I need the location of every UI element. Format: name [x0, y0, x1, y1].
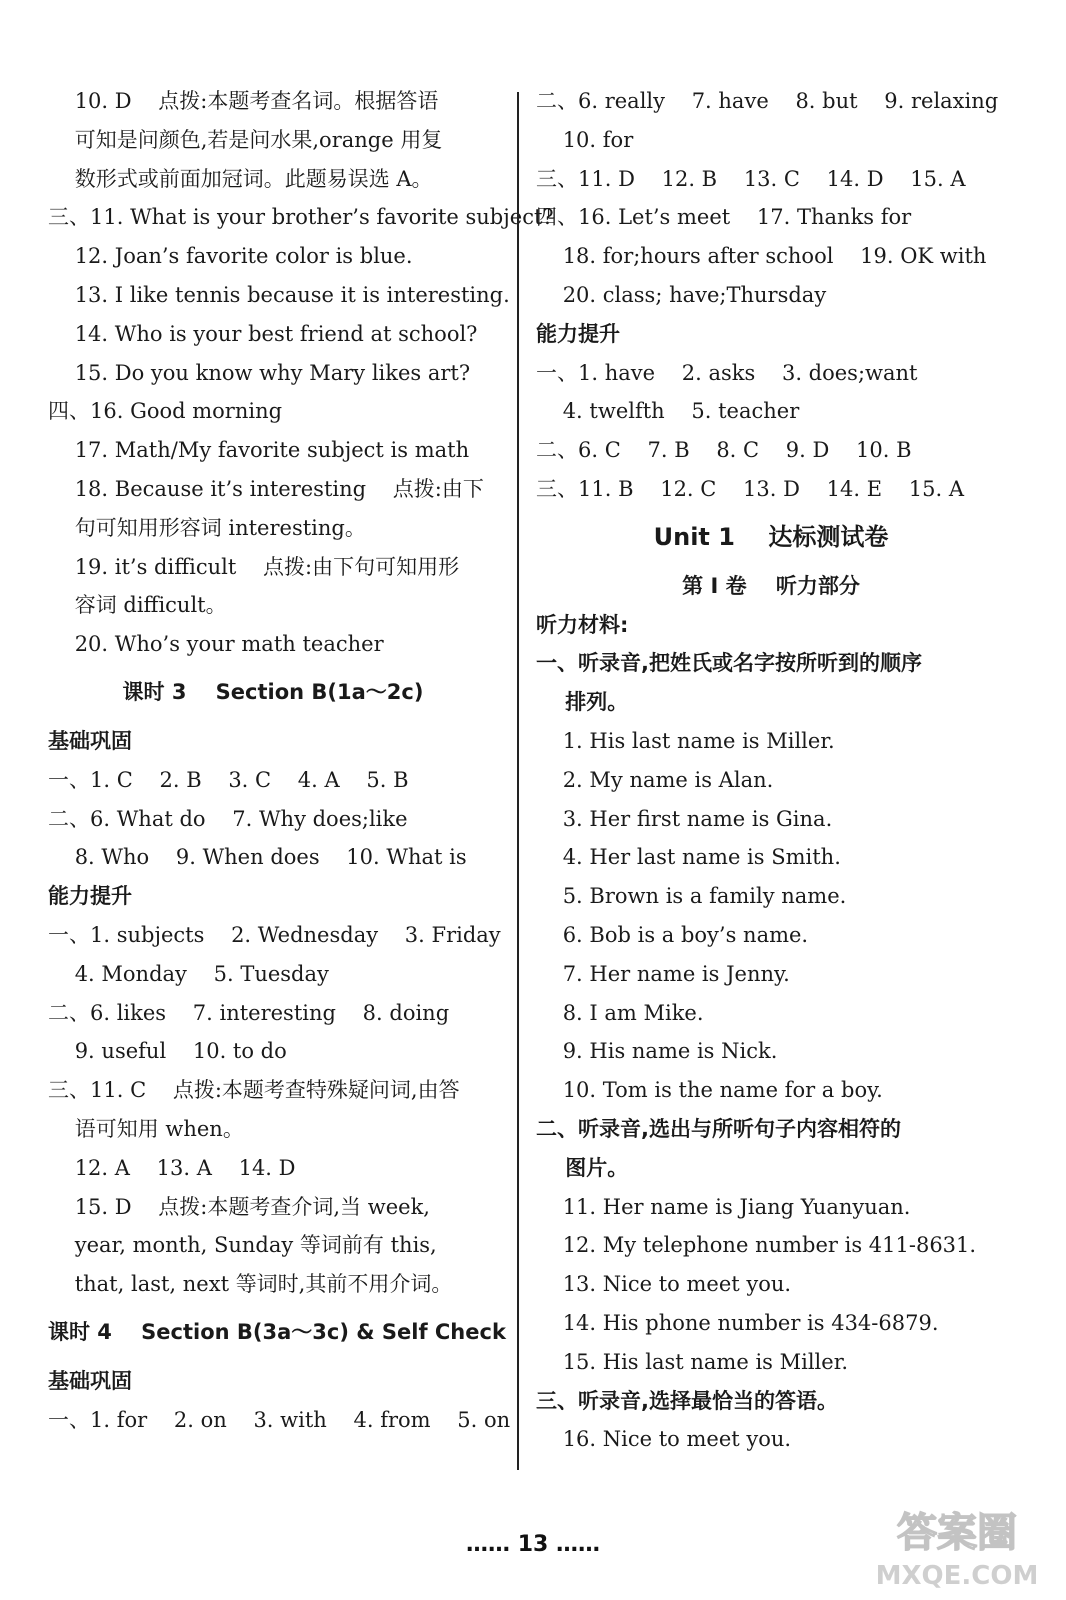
left-text-line: 10. D 点拨:本题考查名词。根据答语	[48, 89, 439, 113]
right-text-line: 三、11. D 12. B 13. C 14. D 15. A	[536, 166, 966, 191]
left-text-line: 一、1. for 2. on 3. with 4. from 5. on	[48, 1407, 511, 1432]
right-text-line: 10. Tom is the name for a boy.	[536, 1078, 883, 1103]
right-section-title: Unit 1 达标测试卷	[653, 522, 889, 551]
left-heading: 能力提升	[48, 884, 132, 909]
right-text-line: 2. My name is Alan.	[536, 767, 774, 792]
footer-dots-left: ……	[466, 1532, 511, 1557]
right-text-line: 三、11. B 12. C 13. D 14. E 15. A	[536, 476, 964, 501]
left-text-line: 12. A 13. A 14. D	[48, 1155, 296, 1180]
left-text-line: 三、11. What is your brother’s favorite subject?	[48, 205, 554, 230]
right-heading: 排列。	[536, 690, 629, 715]
left-text-line: 一、1. C 2. B 3. C 4. A 5. B	[48, 767, 409, 792]
right-text-line: 13. Nice to meet you.	[536, 1272, 792, 1297]
right-heading: 图片。	[536, 1155, 629, 1180]
right-heading: 能力提升	[536, 321, 620, 346]
right-heading: 听力材料:	[536, 612, 629, 637]
left-column	[48, 82, 554, 1440]
left-text-line: 17. Math/My favorite subject is math	[48, 438, 470, 463]
right-text-line: 3. Her first name is Gina.	[536, 806, 833, 831]
right-text-line: 15. His last name is Miller.	[536, 1349, 849, 1374]
left-text-line: 19. it’s difficult 点拨:由下句可知用形	[48, 554, 460, 579]
right-text-line: 18. for;hours after school 19. OK with	[536, 244, 987, 269]
page-number: 13	[517, 1532, 549, 1557]
watermark-logo	[862, 1496, 1052, 1592]
right-text-line: 四、16. Let’s meet 17. Thanks for	[536, 205, 912, 230]
footer-dots-right: ……	[555, 1532, 600, 1557]
column-divider	[517, 92, 519, 1470]
right-text-line: 9. His name is Nick.	[536, 1039, 778, 1064]
left-text-line: 14. Who is your best friend at school?	[48, 321, 478, 346]
left-text-line: 数形式或前面加冠词。此题易误选 A。	[48, 166, 433, 191]
left-text-line: 语可知用 when。	[48, 1116, 244, 1141]
left-text-line: year, month, Sunday 等词前有 this,	[48, 1233, 437, 1258]
watermark-text: 答案圈	[897, 1510, 1017, 1556]
right-text-line: 10. for	[536, 127, 634, 152]
left-text-line: 18. Because it’s interesting 点拨:由下	[48, 476, 484, 501]
left-text-line: 一、1. subjects 2. Wednesday 3. Friday	[48, 922, 501, 947]
right-text-line: 二、6. really 7. have 8. but 9. relaxing	[536, 89, 999, 113]
left-text-line: 13. I like tennis because it is interesting.	[48, 282, 510, 307]
right-text-line: 8. I am Mike.	[536, 1000, 704, 1025]
left-text-line: 20. Who’s your math teacher	[48, 632, 384, 657]
left-text-line: 15. Do you know why Mary likes art?	[48, 360, 471, 385]
right-heading: 三、听录音,选择最恰当的答语。	[536, 1388, 838, 1413]
left-text-line: 二、6. What do 7. Why does;like	[48, 806, 408, 831]
left-text-line: 容词 difficult。	[48, 593, 227, 618]
left-text-line: that, last, next 等词时,其前不用介词。	[48, 1272, 453, 1297]
right-heading: 一、听录音,把姓氏或名字按所听到的顺序	[536, 651, 922, 676]
left-text-line: 4. Monday 5. Tuesday	[48, 961, 329, 986]
right-text-line: 7. Her name is Jenny.	[536, 961, 790, 986]
left-section-title: 课时 3 Section B(1a～2c)	[122, 679, 424, 704]
left-text-line: 15. D 点拨:本题考查介词,当 week,	[48, 1194, 430, 1219]
right-text-line: 一、1. have 2. asks 3. does;want	[536, 360, 918, 385]
left-text-line: 12. Joan’s favorite color is blue.	[48, 244, 413, 269]
right-text-line: 11. Her name is Jiang Yuanyuan.	[536, 1194, 911, 1219]
left-text-line: 二、6. likes 7. interesting 8. doing	[48, 1000, 450, 1025]
right-column	[536, 82, 1006, 1459]
left-heading: 基础巩固	[48, 728, 132, 753]
left-text-line: 9. useful 10. to do	[48, 1039, 287, 1064]
right-text-line: 20. class; have;Thursday	[536, 282, 827, 307]
left-text-line: 句可知用形容词 interesting。	[48, 515, 366, 540]
left-section-title: 课时 4 Section B(3a～3c) & Self Check	[48, 1319, 506, 1344]
left-text-line: 8. Who 9. When does 10. What is	[48, 845, 467, 870]
right-text-line: 14. His phone number is 434-6879.	[536, 1310, 939, 1335]
right-text-line: 4. twelfth 5. teacher	[536, 399, 800, 424]
watermark-url: MXQE.COM	[875, 1561, 1039, 1591]
right-text-line: 二、6. C 7. B 8. C 9. D 10. B	[536, 438, 912, 463]
right-text-line: 5. Brown is a family name.	[536, 884, 847, 909]
right-text-line: 4. Her last name is Smith.	[536, 845, 841, 870]
right-text-line: 6. Bob is a boy’s name.	[536, 922, 809, 947]
left-text-line: 四、16. Good morning	[48, 399, 283, 424]
left-text-line: 可知是问颜色,若是问水果,orange 用复	[48, 127, 443, 152]
right-text-line: 16. Nice to meet you.	[536, 1427, 792, 1452]
right-text-line: 1. His last name is Miller.	[536, 728, 835, 753]
right-heading: 二、听录音,选出与所听句子内容相符的	[536, 1116, 901, 1141]
left-text-line: 三、11. C 点拨:本题考查特殊疑问词,由答	[48, 1078, 460, 1103]
right-text-line: 12. My telephone number is 411-8631.	[536, 1233, 977, 1258]
right-section-title: 第 I 卷 听力部分	[682, 573, 860, 598]
left-heading: 基础巩固	[48, 1368, 132, 1393]
